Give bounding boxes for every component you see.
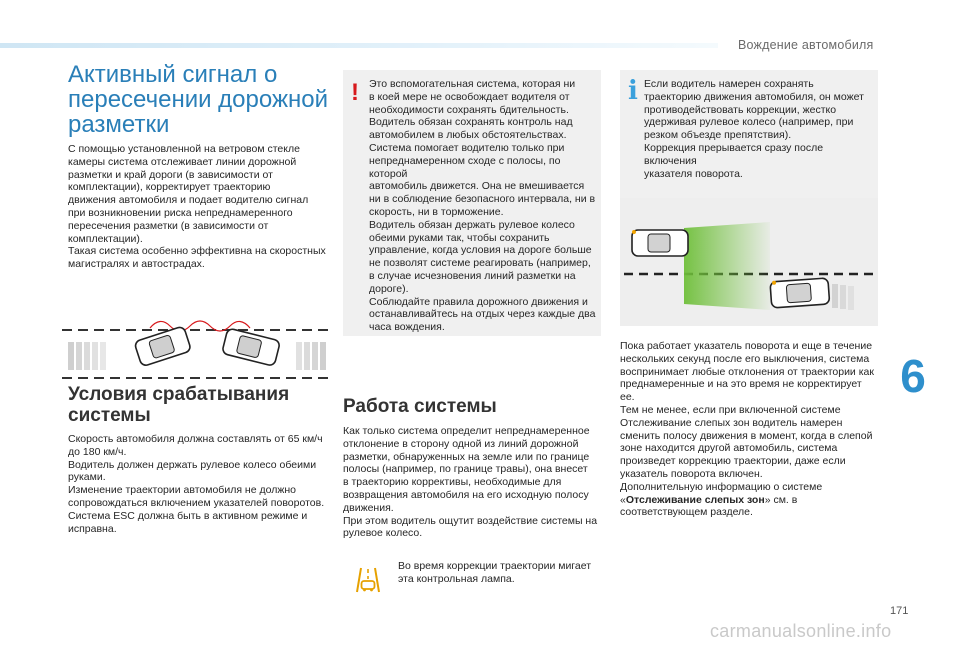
section2-body-wrap <box>68 433 330 535</box>
watermark: carmanualsonline.info <box>710 621 892 641</box>
info-text: Если водитель намерен сохранять траекторию движения автомобиля, он может противодействовать коррекции, жестко удерживая рулевое колесо (например, при резком объезде препятствия). Коррекция прерывается сразу после включения указателя поворота. <box>644 78 864 180</box>
section1-title-wrap <box>68 62 330 137</box>
section1-title: Активный сигнал о пересечении дорожной разметки <box>68 61 329 138</box>
section2-body: Скорость автомобиля должна составлять от 65 км/ч до 180 км/ч. Водитель должен держать рулевое колесо обеими руками. Изменение траектории автомобиля не должно сопровождаться включением указателей поворотов. Система ESC должна быть в активном режиме и исправна. <box>68 433 325 535</box>
section1-body-wrap <box>68 143 330 271</box>
section2-title: Условия срабатывания системы <box>68 384 290 426</box>
section4-body-part1: Пока работает указатель поворота и еще в течение нескольких секунд после его выключения, система воспринимает любые отклонения от траектории как преднамеренные и на это время не корректирует ее. Тем не менее, если при включенной системе Отслеживание слепых зон водитель намерен сменить полосу движения в момент, когда в слепой зоне находится другой автомобиль, система произведет коррекцию траектории, даже если указатель поворота включен. Дополнительную информацию о системе « <box>620 340 874 506</box>
blind-spot-diagram <box>620 198 878 326</box>
car-corrected <box>222 328 281 366</box>
car-drifting <box>134 326 191 367</box>
ghost-car-trail-right <box>296 342 326 370</box>
exclamation-icon: ! <box>351 79 359 106</box>
section2-title-wrap <box>68 384 330 426</box>
section3-title-wrap <box>343 396 601 417</box>
blind-spot-link-term[interactable]: Отслеживание слепых зон <box>625 493 765 506</box>
section4-body <box>620 340 878 519</box>
section4-body-part2: » см. в соответствующем разделе. <box>620 493 798 519</box>
own-car-trail <box>832 284 854 310</box>
section4-body-wrap <box>620 340 878 519</box>
car-own <box>770 277 830 308</box>
info-box <box>620 70 878 198</box>
section3-title: Работа системы <box>343 396 497 417</box>
warning-box <box>343 70 601 336</box>
ghost-car-trail <box>68 342 106 370</box>
section3-body-wrap <box>343 425 601 540</box>
lamp-text: Во время коррекции траектории мигает эта контрольная лампа. <box>398 560 592 585</box>
lane-keeping-warning-lamp-icon <box>354 566 382 594</box>
blind-spot-illustration <box>620 198 878 326</box>
header-bar <box>0 43 718 48</box>
blind-spot-zone <box>684 222 770 310</box>
chapter-tab <box>896 348 930 404</box>
section1-body: С помощью установленной на ветровом стекле камеры система отслеживает линии дорожной разметки и край дороги (в зависимости от комплектации), корректирует траекторию движения автомобиля и подает водителю сигнал при возникновении риска непреднамеренного пересечения разметки (в зависимости от комплектации). Такая система особенно эффективна на скоростных магистралях и автострадах. <box>68 143 326 271</box>
info-icon: i <box>628 76 638 106</box>
chapter-title: Вождение автомобиля <box>738 38 874 52</box>
lane-departure-illustration <box>60 306 332 380</box>
car-other <box>632 230 688 256</box>
page-number: 171 <box>890 605 909 617</box>
warning-text: Это вспомогательная система, которая ни в коей мере не освобождает водителя от необходимости сохранять бдительность. Водитель обязан сохранять контроль над автомобилем в любых обстоятельствах. Система помогает водителю только при непреднамеренном сходе с полосы, по которой автомобиль движется. Она не вмешивается ни в соблюдение безопасного интервала, ни в скорость, ни в торможение. Водитель обязан держать рулевое колесо обеими руками так, чтобы сохранить управление, когда условия на дороге больше не позволят системе реагировать (например, в случае исчезновения линий разметки на дороге). Соблюдайте правила дорожного движения и останавливайтесь на отдых через каждые два часа вождения. <box>369 78 596 334</box>
chapter-tab-number: 6 <box>900 350 926 402</box>
section3-body: Как только система определит непреднамеренное отклонение в сторону одной из линий дорожной разметки, обнаруженных на земле или по границе полосы (например, по границе травы), она внесет в траекторию коррективы, необходимые для возвращения автомобиля на его исходную полосу движения. При этом водитель ощутит воздействие системы на рулевое колесо. <box>343 425 598 540</box>
